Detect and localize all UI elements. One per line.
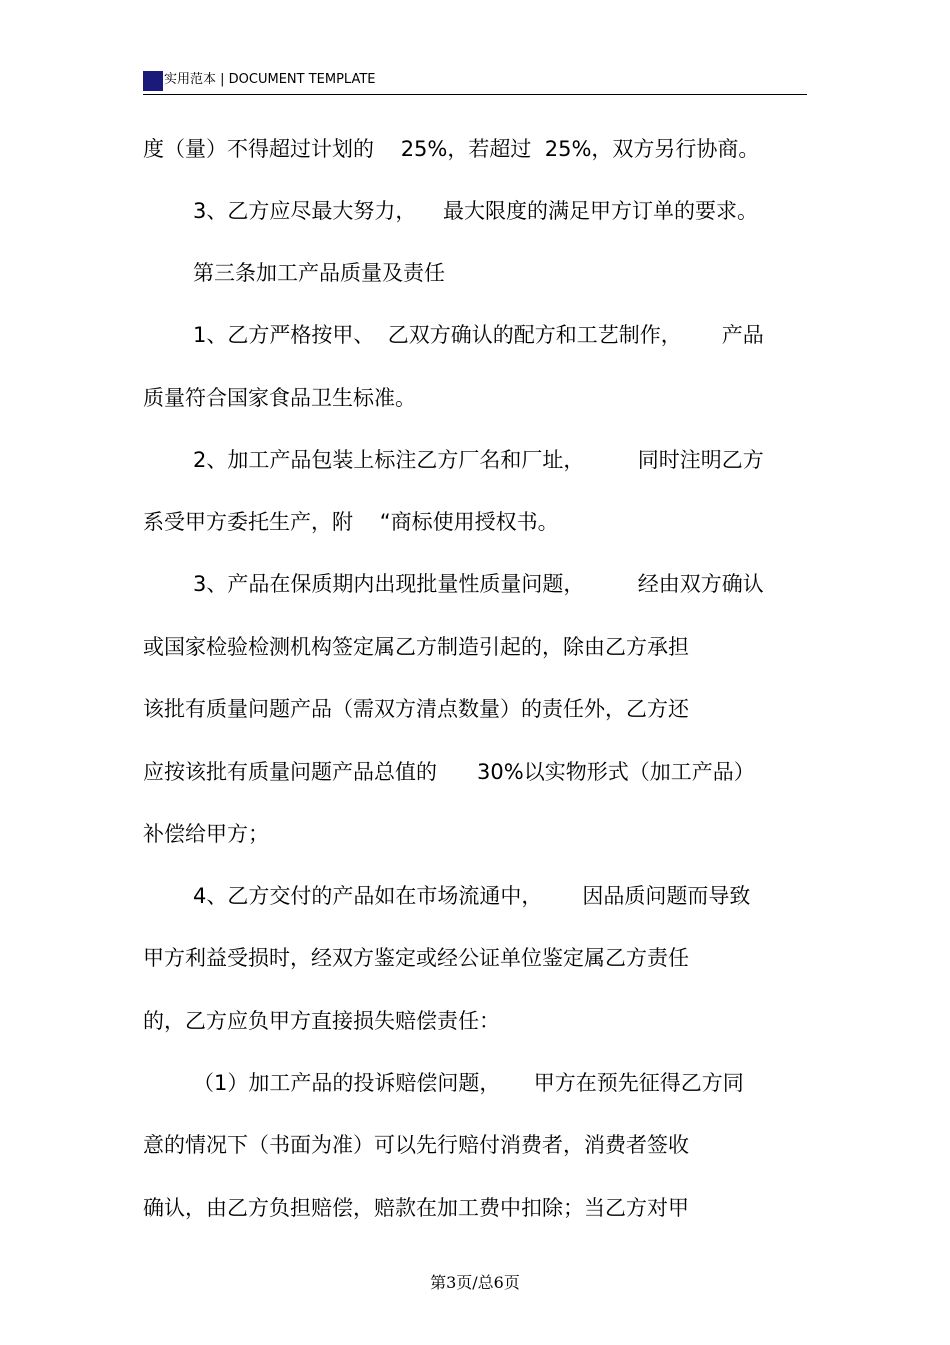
header-title: 实用范本 | DOCUMENT TEMPLATE: [164, 72, 376, 87]
text-line: 1、乙方严格按甲、 乙双方确认的配方和工艺制作， 产品: [193, 323, 764, 347]
text-line: 4、乙方交付的产品如在市场流通中， 因品质问题而导致: [193, 884, 751, 908]
text-line: （1）加工产品的投诉赔偿问题， 甲方在预先征得乙方同: [193, 1071, 744, 1095]
text-line: 确认，由乙方负担赔偿，赔款在加工费中扣除；当乙方对甲: [143, 1196, 689, 1220]
text-line: 质量符合国家食品卫生标准。: [143, 386, 416, 410]
text-line: 系受甲方委托生产，附 “商标使用授权书。: [143, 510, 559, 534]
text-line: 补偿给甲方；: [143, 822, 269, 846]
text-line: 2、加工产品包装上标注乙方厂名和厂址， 同时注明乙方: [193, 448, 764, 472]
text-line: 该批有质量问题产品（需双方清点数量）的责任外，乙方还: [143, 697, 689, 721]
text-line: 甲方利益受损时，经双方鉴定或经公证单位鉴定属乙方责任: [143, 946, 689, 970]
text-line: 的，乙方应负甲方直接损失赔偿责任：: [143, 1009, 500, 1033]
text-line: 3、产品在保质期内出现批量性质量问题， 经由双方确认: [193, 572, 764, 596]
text-line: 意的情况下（书面为准）可以先行赔付消费者，消费者签收: [143, 1133, 689, 1157]
text-line: 3、乙方应尽最大努力， 最大限度的满足甲方订单的要求。: [193, 199, 759, 223]
text-line: 或国家检验检测机构签定属乙方制造引起的，除由乙方承担: [143, 635, 689, 659]
text-line: 应按该批有质量问题产品总值的 30%以实物形式（加工产品）: [143, 760, 755, 784]
page-number: 第3页/总6页: [430, 1273, 520, 1292]
text-line: 第三条加工产品质量及责任: [193, 261, 445, 285]
text-line: 度（量）不得超过计划的 25%，若超过 25%，双方另行协商。: [143, 137, 760, 161]
